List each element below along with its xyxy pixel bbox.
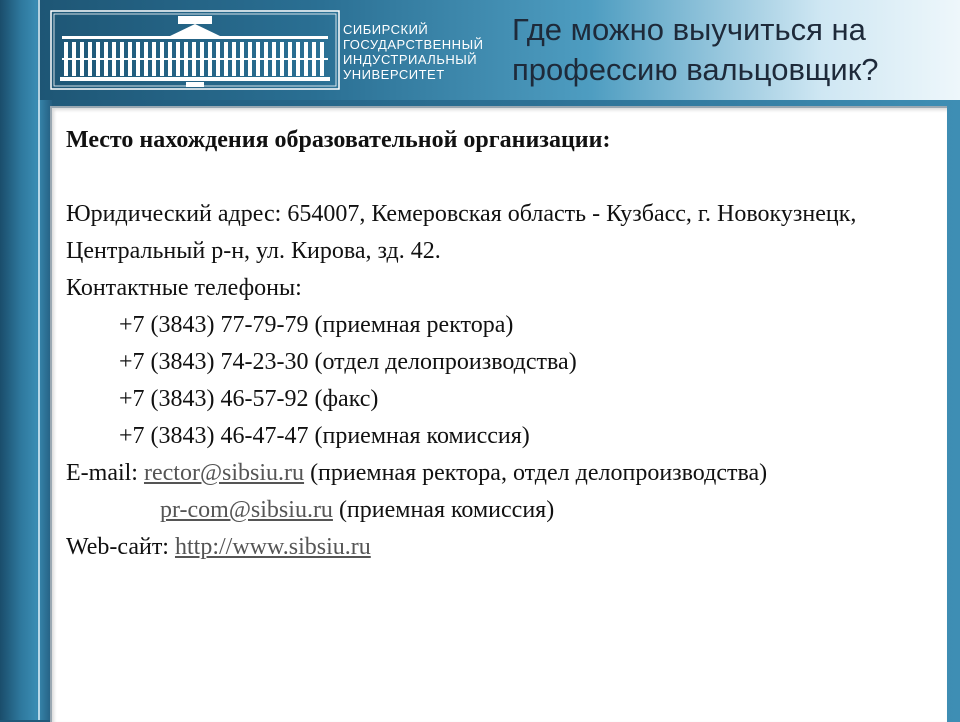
email-note: (приемная комиссия) (338, 497, 555, 523)
slide-title: Где можно выучиться на профессию вальцовщик? (512, 12, 879, 87)
email-label: E-mail: (66, 460, 138, 486)
email-link-rector[interactable]: rector@sibsiu.ru (143, 460, 305, 486)
website-line (66, 529, 936, 566)
email-line-2 (66, 492, 936, 529)
logo-line: СИБИРСКИЙ (343, 22, 429, 37)
email-note: (приемная ректора, отдел делопроизводства) (310, 460, 768, 486)
address-block (66, 196, 936, 270)
logo-line: УНИВЕРСИТЕТ (343, 67, 445, 82)
phone-item: +7 (3843) 46-57-92 (факс) (119, 386, 379, 412)
website-label: Web-сайт: (66, 534, 169, 560)
email-link-admissions[interactable]: pr-com@sibsiu.ru (160, 497, 333, 523)
phones-label: Контактные телефоны: (66, 275, 302, 301)
phone-item: +7 (3843) 74-23-30 (отдел делопроизводства) (119, 349, 577, 375)
logo-line: ГОСУДАРСТВЕННЫЙ (343, 37, 484, 52)
content-body (66, 122, 936, 566)
address-label: Юридический адрес: (66, 201, 282, 227)
email-line (66, 455, 936, 492)
section-heading: Место нахождения образовательной организации: (66, 127, 611, 153)
phone-item: +7 (3843) 46-47-47 (приемная комиссия) (119, 423, 530, 449)
university-building-logo-icon (50, 10, 340, 90)
phone-item: +7 (3843) 77-79-79 (приемная ректора) (119, 312, 514, 338)
logo-line: ИНДУСТРИАЛЬНЫЙ (343, 52, 478, 67)
left-decor-line (38, 0, 40, 720)
address-value: 654007, Кемеровская область - Кузбасс, г. Новокузнецк, Центральный р-н, ул. Кирова, зд. 42. (66, 201, 857, 264)
left-decor-bar (0, 0, 52, 720)
website-link[interactable]: http://www.sibsiu.ru (174, 534, 371, 560)
university-name (343, 22, 503, 82)
